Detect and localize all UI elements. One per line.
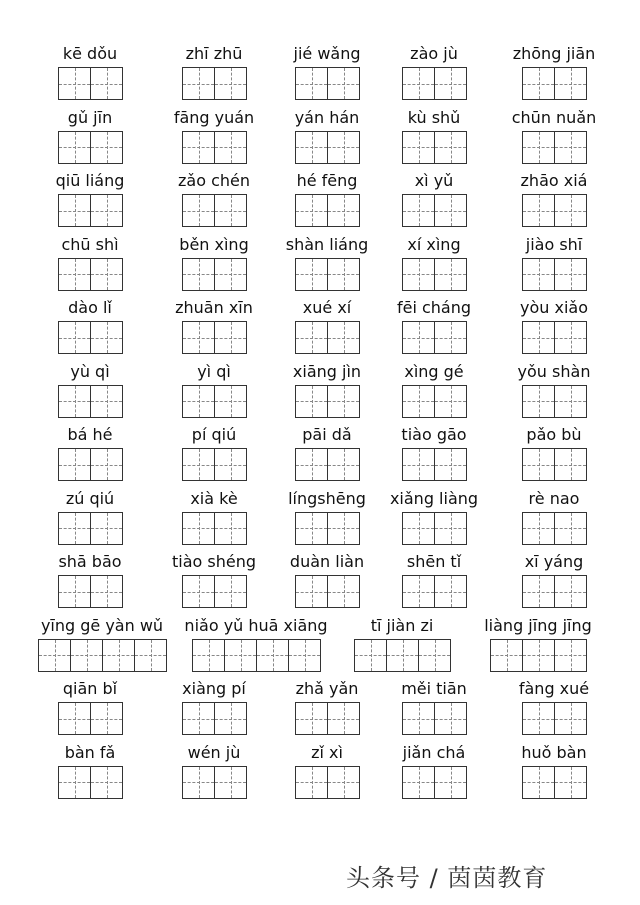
writing-grid[interactable]	[58, 258, 122, 291]
tianzige-box[interactable]	[70, 639, 103, 672]
tianzige-box[interactable]	[327, 512, 360, 545]
tianzige-box[interactable]	[434, 702, 467, 735]
tianzige-box[interactable]	[554, 448, 587, 481]
pinyin-label: yǒu shàn	[517, 361, 591, 381]
pinyin-label: tiào gāo	[401, 425, 467, 444]
tianzige-box[interactable]	[58, 194, 91, 227]
pinyin-label: gǔ jīn	[67, 107, 113, 127]
tianzige-box[interactable]	[90, 194, 123, 227]
writing-grid[interactable]	[522, 512, 586, 545]
writing-grid[interactable]	[295, 194, 359, 227]
tianzige-box[interactable]	[295, 258, 328, 291]
pinyin-label: pāi dǎ	[302, 425, 352, 444]
writing-grid[interactable]	[522, 67, 586, 100]
tianzige-box[interactable]	[434, 194, 467, 227]
tianzige-box[interactable]	[327, 258, 360, 291]
writing-grid[interactable]	[182, 766, 246, 799]
tianzige-box[interactable]	[522, 639, 555, 672]
writing-grid[interactable]	[182, 512, 246, 545]
writing-grid[interactable]	[58, 575, 122, 608]
tianzige-box[interactable]	[327, 67, 360, 100]
writing-grid[interactable]	[402, 512, 466, 545]
tianzige-box[interactable]	[295, 67, 328, 100]
tianzige-box[interactable]	[402, 321, 435, 354]
pinyin-label: chūn nuǎn	[511, 107, 597, 127]
writing-grid[interactable]	[58, 448, 122, 481]
tianzige-box[interactable]	[327, 448, 360, 481]
tianzige-box[interactable]	[327, 766, 360, 799]
watermark: 头条号 / 茵茵教育	[346, 864, 548, 892]
pinyin-label: zǎo chén	[178, 171, 250, 190]
tianzige-box[interactable]	[192, 639, 225, 672]
tianzige-box[interactable]	[182, 67, 215, 100]
tianzige-box[interactable]	[295, 766, 328, 799]
tianzige-box[interactable]	[522, 512, 555, 545]
tianzige-box[interactable]	[402, 385, 435, 418]
pinyin-label: xì yǔ	[414, 171, 454, 190]
writing-grid[interactable]	[402, 448, 466, 481]
tianzige-box[interactable]	[434, 67, 467, 100]
pinyin-label: běn xìng	[179, 234, 249, 254]
tianzige-box[interactable]	[182, 258, 215, 291]
pinyin-label: xí xìng	[407, 234, 461, 254]
pinyin-label: zhāo xiá	[520, 171, 588, 190]
writing-grid[interactable]	[58, 385, 122, 418]
writing-grid[interactable]	[295, 512, 359, 545]
tianzige-box[interactable]	[402, 448, 435, 481]
tianzige-box[interactable]	[327, 131, 360, 164]
writing-grid[interactable]	[295, 321, 359, 354]
tianzige-box[interactable]	[522, 321, 555, 354]
tianzige-box[interactable]	[386, 639, 419, 672]
tianzige-box[interactable]	[90, 258, 123, 291]
tianzige-box[interactable]	[214, 766, 247, 799]
pinyin-label: qiān bǐ	[62, 679, 118, 698]
tianzige-box[interactable]	[554, 512, 587, 545]
writing-grid[interactable]	[402, 766, 466, 799]
writing-grid[interactable]	[58, 131, 122, 164]
tianzige-box[interactable]	[102, 639, 135, 672]
pinyin-label: zhōng jiān	[512, 44, 596, 63]
tianzige-box[interactable]	[182, 385, 215, 418]
tianzige-box[interactable]	[224, 639, 257, 672]
tianzige-box[interactable]	[214, 385, 247, 418]
writing-grid[interactable]	[402, 258, 466, 291]
tianzige-box[interactable]	[90, 321, 123, 354]
tianzige-box[interactable]	[58, 321, 91, 354]
tianzige-box[interactable]	[434, 131, 467, 164]
pinyin-label: língshēng	[288, 488, 366, 508]
tianzige-box[interactable]	[522, 448, 555, 481]
tianzige-box[interactable]	[58, 448, 91, 481]
tianzige-box[interactable]	[554, 194, 587, 227]
pinyin-label: shēn tǐ	[406, 552, 462, 571]
writing-grid[interactable]	[182, 131, 246, 164]
pinyin-label: shàn liáng	[285, 234, 369, 254]
tianzige-box[interactable]	[554, 702, 587, 735]
writing-grid[interactable]	[522, 575, 586, 608]
tianzige-box[interactable]	[522, 702, 555, 735]
tianzige-box[interactable]	[554, 258, 587, 291]
pinyin-label: jiào shī	[525, 234, 583, 254]
tianzige-box[interactable]	[402, 131, 435, 164]
pinyin-label: shā bāo	[58, 552, 122, 571]
writing-grid[interactable]	[58, 702, 122, 735]
pinyin-label: zào jù	[410, 44, 458, 63]
writing-grid[interactable]	[182, 67, 246, 100]
tianzige-box[interactable]	[402, 702, 435, 735]
pinyin-label: fāng yuán	[173, 107, 255, 127]
tianzige-box[interactable]	[58, 512, 91, 545]
pinyin-label: xiāng jìn	[292, 361, 362, 381]
tianzige-box[interactable]	[214, 512, 247, 545]
writing-grid[interactable]	[402, 321, 466, 354]
writing-grid[interactable]	[402, 702, 466, 735]
tianzige-box[interactable]	[182, 702, 215, 735]
writing-grid[interactable]	[402, 575, 466, 608]
pinyin-label: fēi cháng	[396, 298, 472, 317]
tianzige-box[interactable]	[295, 321, 328, 354]
tianzige-box[interactable]	[327, 321, 360, 354]
tianzige-box[interactable]	[554, 766, 587, 799]
tianzige-box[interactable]	[295, 448, 328, 481]
tianzige-box[interactable]	[90, 702, 123, 735]
writing-grid[interactable]	[295, 67, 359, 100]
tianzige-box[interactable]	[214, 194, 247, 227]
pinyin-label: tī jiàn zi	[370, 615, 434, 635]
pinyin-label: zú qiú	[65, 488, 115, 508]
writing-grid[interactable]	[182, 258, 246, 291]
tianzige-box[interactable]	[214, 67, 247, 100]
writing-grid[interactable]	[522, 766, 586, 799]
tianzige-box[interactable]	[182, 512, 215, 545]
pinyin-label: kē dǒu	[62, 44, 118, 63]
tianzige-box[interactable]	[58, 702, 91, 735]
pinyin-label: kù shǔ	[407, 107, 461, 127]
pinyin-label: duàn liàn	[289, 552, 365, 571]
tianzige-box[interactable]	[214, 575, 247, 608]
tianzige-box[interactable]	[90, 448, 123, 481]
tianzige-box[interactable]	[327, 194, 360, 227]
pinyin-label: zhǎ yǎn	[295, 679, 359, 698]
writing-grid[interactable]	[522, 448, 586, 481]
tianzige-box[interactable]	[182, 321, 215, 354]
tianzige-box[interactable]	[38, 639, 71, 672]
pinyin-label: dào lǐ	[68, 298, 112, 317]
tianzige-box[interactable]	[182, 766, 215, 799]
tianzige-box[interactable]	[327, 385, 360, 418]
tianzige-box[interactable]	[58, 131, 91, 164]
pinyin-label: bàn fǎ	[64, 742, 116, 762]
tianzige-box[interactable]	[90, 512, 123, 545]
pinyin-label: xiǎng liàng	[389, 488, 479, 508]
tianzige-box[interactable]	[354, 639, 387, 672]
pinyin-label: zhī zhū	[185, 44, 243, 63]
tianzige-box[interactable]	[134, 639, 167, 672]
tianzige-box[interactable]	[554, 67, 587, 100]
pinyin-label: yán hán	[294, 107, 360, 127]
pinyin-label: xī yáng	[524, 552, 584, 571]
writing-grid[interactable]	[295, 766, 359, 799]
pinyin-label: qiū liáng	[55, 171, 125, 190]
tianzige-box[interactable]	[295, 131, 328, 164]
pinyin-label: fàng xué	[518, 679, 590, 698]
tianzige-box[interactable]	[295, 702, 328, 735]
tianzige-box[interactable]	[434, 512, 467, 545]
pinyin-label: jiǎn chá	[402, 742, 466, 762]
pinyin-label: xià kè	[190, 488, 238, 508]
tianzige-box[interactable]	[522, 258, 555, 291]
tianzige-box[interactable]	[402, 258, 435, 291]
writing-grid[interactable]	[402, 385, 466, 418]
tianzige-box[interactable]	[295, 575, 328, 608]
writing-grid[interactable]	[58, 194, 122, 227]
pinyin-label: tiào shéng	[171, 552, 257, 571]
writing-grid[interactable]	[58, 321, 122, 354]
writing-grid[interactable]	[58, 512, 122, 545]
pinyin-label: yù qì	[70, 361, 110, 381]
pinyin-label: rè nao	[528, 488, 580, 508]
tianzige-box[interactable]	[522, 766, 555, 799]
tianzige-box[interactable]	[490, 639, 523, 672]
writing-grid[interactable]	[182, 702, 246, 735]
tianzige-box[interactable]	[434, 766, 467, 799]
tianzige-box[interactable]	[214, 702, 247, 735]
tianzige-box[interactable]	[522, 194, 555, 227]
pinyin-label: chū shì	[61, 234, 119, 254]
tianzige-box[interactable]	[182, 194, 215, 227]
tianzige-box[interactable]	[522, 385, 555, 418]
tianzige-box[interactable]	[522, 131, 555, 164]
writing-grid[interactable]	[522, 258, 586, 291]
writing-grid[interactable]	[58, 766, 122, 799]
tianzige-box[interactable]	[214, 448, 247, 481]
pinyin-label: měi tiān	[401, 679, 467, 698]
tianzige-box[interactable]	[554, 131, 587, 164]
writing-grid[interactable]	[38, 639, 166, 672]
tianzige-box[interactable]	[327, 575, 360, 608]
tianzige-box[interactable]	[434, 448, 467, 481]
writing-grid[interactable]	[402, 131, 466, 164]
tianzige-box[interactable]	[58, 575, 91, 608]
tianzige-box[interactable]	[522, 575, 555, 608]
pinyin-label: liàng jīng jīng	[484, 615, 592, 635]
writing-grid[interactable]	[402, 67, 466, 100]
pinyin-label: xué xí	[302, 298, 352, 317]
writing-grid[interactable]	[295, 575, 359, 608]
tianzige-box[interactable]	[434, 575, 467, 608]
writing-grid[interactable]	[182, 575, 246, 608]
tianzige-box[interactable]	[90, 766, 123, 799]
tianzige-box[interactable]	[90, 575, 123, 608]
writing-grid[interactable]	[295, 702, 359, 735]
tianzige-box[interactable]	[90, 385, 123, 418]
writing-grid[interactable]	[522, 702, 586, 735]
pinyin-label: pǎo bù	[526, 425, 582, 444]
pinyin-label: wén jù	[187, 742, 241, 762]
writing-grid[interactable]	[182, 321, 246, 354]
pinyin-label: xìng gé	[404, 361, 464, 381]
writing-grid[interactable]	[182, 194, 246, 227]
pinyin-label: jié wǎng	[293, 44, 361, 63]
tianzige-box[interactable]	[90, 67, 123, 100]
tianzige-box[interactable]	[58, 258, 91, 291]
writing-grid[interactable]	[522, 131, 586, 164]
pinyin-label: yì qì	[197, 361, 231, 381]
tianzige-box[interactable]	[214, 131, 247, 164]
writing-grid[interactable]	[354, 639, 450, 672]
tianzige-box[interactable]	[434, 321, 467, 354]
writing-grid[interactable]	[490, 639, 586, 672]
tianzige-box[interactable]	[554, 639, 587, 672]
tianzige-box[interactable]	[522, 67, 555, 100]
tianzige-box[interactable]	[288, 639, 321, 672]
pinyin-label: huǒ bàn	[521, 742, 587, 762]
tianzige-box[interactable]	[90, 131, 123, 164]
tianzige-box[interactable]	[295, 512, 328, 545]
pinyin-label: yòu xiǎo	[520, 298, 588, 317]
writing-grid[interactable]	[522, 194, 586, 227]
tianzige-box[interactable]	[402, 67, 435, 100]
tianzige-box[interactable]	[182, 575, 215, 608]
tianzige-box[interactable]	[327, 702, 360, 735]
tianzige-box[interactable]	[402, 575, 435, 608]
tianzige-box[interactable]	[554, 321, 587, 354]
tianzige-box[interactable]	[402, 512, 435, 545]
tianzige-box[interactable]	[418, 639, 451, 672]
writing-grid[interactable]	[522, 321, 586, 354]
tianzige-box[interactable]	[182, 448, 215, 481]
writing-grid[interactable]	[295, 448, 359, 481]
pinyin-label: zhuān xīn	[175, 298, 253, 317]
writing-grid[interactable]	[295, 131, 359, 164]
pinyin-label: xiàng pí	[182, 679, 246, 698]
writing-grid[interactable]	[58, 67, 122, 100]
pinyin-label: yīng gē yàn wǔ	[40, 615, 164, 635]
writing-grid[interactable]	[295, 258, 359, 291]
tianzige-box[interactable]	[214, 321, 247, 354]
tianzige-box[interactable]	[402, 766, 435, 799]
tianzige-box[interactable]	[256, 639, 289, 672]
tianzige-box[interactable]	[554, 385, 587, 418]
tianzige-box[interactable]	[182, 131, 215, 164]
writing-grid[interactable]	[182, 448, 246, 481]
pinyin-label: zǐ xì	[311, 742, 343, 762]
tianzige-box[interactable]	[58, 67, 91, 100]
tianzige-box[interactable]	[295, 194, 328, 227]
tianzige-box[interactable]	[402, 194, 435, 227]
pinyin-label: bá hé	[67, 425, 113, 444]
tianzige-box[interactable]	[214, 258, 247, 291]
writing-grid[interactable]	[522, 385, 586, 418]
pinyin-label: hé fēng	[296, 171, 358, 190]
writing-grid[interactable]	[295, 385, 359, 418]
tianzige-box[interactable]	[295, 385, 328, 418]
tianzige-box[interactable]	[58, 385, 91, 418]
tianzige-box[interactable]	[434, 258, 467, 291]
tianzige-box[interactable]	[58, 766, 91, 799]
tianzige-box[interactable]	[434, 385, 467, 418]
writing-grid[interactable]	[182, 385, 246, 418]
writing-grid[interactable]	[402, 194, 466, 227]
pinyin-label: pí qiú	[191, 425, 237, 444]
writing-grid[interactable]	[192, 639, 320, 672]
pinyin-label: niǎo yǔ huā xiāng	[184, 615, 328, 635]
tianzige-box[interactable]	[554, 575, 587, 608]
